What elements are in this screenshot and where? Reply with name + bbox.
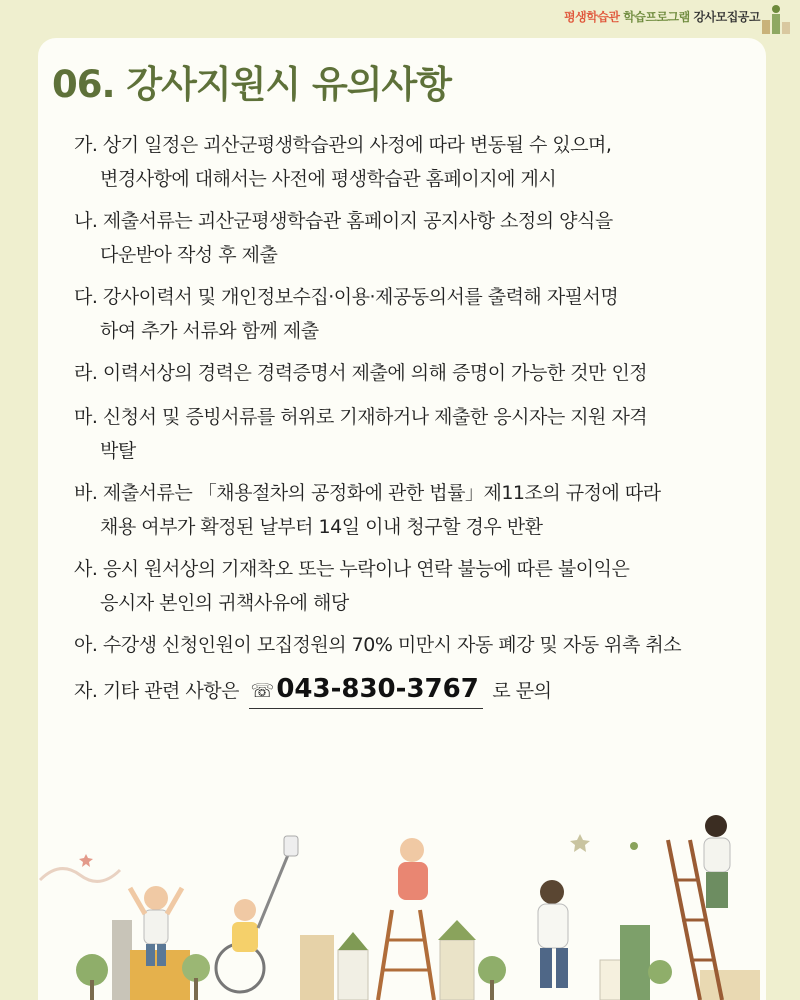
- contact-item: [74, 672, 764, 709]
- list-item: [74, 552, 764, 620]
- list-item: [74, 400, 764, 468]
- item-line-1: 사. 응시 원서상의 기재착오 또는 누락이나 연락 불능에 따른 불이익은: [74, 558, 630, 580]
- header-part-2: 학습프로그램: [623, 10, 690, 24]
- item-line-1: 라. 이력서상의 경력은 경력증명서 제출에 의해 증명이 가능한 것만 인정: [74, 362, 648, 384]
- contact-suffix: 로 문의: [492, 680, 552, 702]
- contact-prefix: 자. 기타 관련 사항은: [74, 680, 239, 702]
- header-part-1: 평생학습관: [564, 10, 620, 24]
- item-line-1: 가. 상기 일정은 괴산군평생학습관의 사정에 따라 변동될 수 있으며,: [74, 134, 612, 156]
- notice-list: [74, 128, 764, 719]
- item-line-2: 변경사항에 대해서는 사전에 평생학습관 홈페이지에 게시: [100, 168, 557, 190]
- list-item: [74, 280, 764, 348]
- page-header: [564, 8, 760, 25]
- item-line-2: 응시자 본인의 귀책사유에 해당: [100, 592, 349, 614]
- item-line-1: 마. 신청서 및 증빙서류를 허위로 기재하거나 제출한 응시자는 지원 자격: [74, 406, 648, 428]
- item-line-1: 나. 제출서류는 괴산군평생학습관 홈페이지 공지사항 소정의 양식을: [74, 210, 613, 232]
- header-part-3: 강사모집공고: [693, 10, 760, 24]
- list-item: [74, 628, 764, 662]
- list-item: [74, 356, 764, 390]
- item-line-2: 하여 추가 서류와 함께 제출: [100, 320, 319, 342]
- list-item: [74, 128, 764, 196]
- item-line-1: 아. 수강생 신청인원이 모집정원의 70% 미만시 자동 폐강 및 자동 위촉 취소: [74, 634, 682, 656]
- item-line-2: 다운받아 작성 후 제출: [100, 244, 278, 266]
- item-line-2: 박탈: [100, 440, 136, 462]
- phone-number: 043-830-3767: [276, 674, 479, 704]
- list-item: [74, 204, 764, 272]
- item-line-1: 바. 제출서류는 「채용절차의 공정화에 관한 법률」제11조의 규정에 따라: [74, 482, 661, 504]
- item-line-2: 채용 여부가 확정된 날부터 14일 이내 청구할 경우 반환: [100, 516, 543, 538]
- contact-phone-number[interactable]: [249, 672, 483, 709]
- phone-icon: ☏: [250, 680, 275, 702]
- header-decoration-icon: [758, 2, 794, 38]
- page-title: 06. 강사지원시 유의사항: [52, 63, 451, 106]
- list-item: [74, 476, 764, 544]
- item-line-1: 다. 강사이력서 및 개인정보수집·이용·제공동의서를 출력해 자필서명: [74, 286, 619, 308]
- town-people-illustration: [0, 810, 800, 1000]
